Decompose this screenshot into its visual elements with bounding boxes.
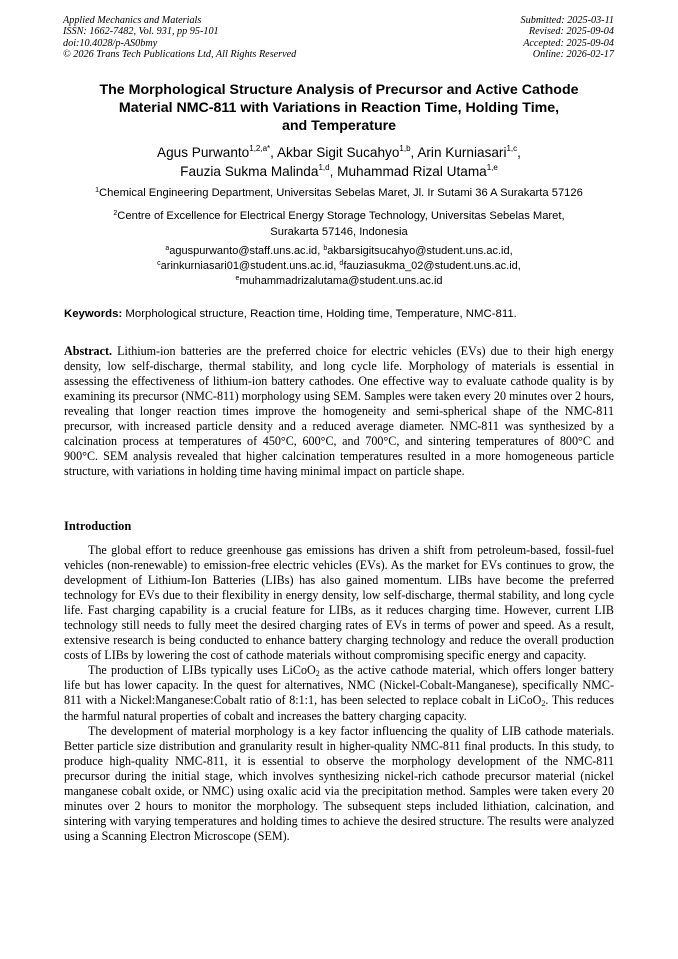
author-separator: , (410, 145, 418, 160)
intro-paragraph-1: The global effort to reduce greenhouse gas emissions has driven a shift from petroleum-based, fossil-fuel vehicles (non-renewable) to emission-free electric vehicles (EVs). As the market for EVs continues to grow, the development of Lithium-Ion Batteries (LIBs) has also gained momentum. LIBs have become the preferred technology for EVs due to their flexibility in energy density, low self-discharge, thermal stability, and long cycle life. Fast charging capability is a crucial feature for LIBs, as it reduces charging time. However, current LIB technology still needs to fully meet the desired charging rates of EVs in terms of power and speed. As a result, extensive research is being conducted to enhance battery charging technology and reduce the overall production costs of LIBs by lowering the cost of cathode materials without compromising specific energy and capacity. (64, 543, 614, 663)
affiliation-number: 2 (113, 210, 118, 217)
author-affiliation-mark: 1,c (506, 144, 518, 153)
email-address: akbarsigitsucahyo@student.uns.ac.id (327, 245, 510, 257)
keywords-text: Morphological structure, Reaction time, Holding time, Temperature, NMC-811. (122, 308, 517, 320)
intro-p2-text: as the active cathode material, which offers longer battery life but has lower capacity. In the quest for alternatives, NMC (Nickel-Cobalt-Manganese), specifically NMC-811 with a Nickel:Manganese:Cobalt ratio of 8:1:1, has been selected to replace cobalt in LiCoO (64, 663, 615, 708)
author-name: Muhammad Rizal Utama (337, 164, 487, 179)
accepted-date: Accepted: 2025-09-04 (523, 37, 614, 49)
author-name: Fauzia Sukma Malinda (180, 164, 319, 179)
journal-doi: doi:10.4028/p-AS0bmy (63, 37, 158, 49)
author-separator: , (270, 145, 277, 160)
email-address: muhammadrizalutama@student.uns.ac.id (239, 274, 443, 287)
author-list (40, 143, 638, 181)
journal-header-left (63, 15, 296, 61)
intro-p2-text: The production of LIBs typically uses LiCoO (88, 663, 316, 678)
email-separator: , (509, 245, 513, 257)
affiliation-2 (54, 209, 624, 240)
author-name: Arin Kurniasari (417, 145, 507, 160)
title-line: Material NMC-811 with Variations in Reaction Time, Holding Time, (118, 100, 560, 117)
affiliation-text: Centre of Excellence for Electrical Energy Storage Technology, Universitas Sebelas Maret, (117, 210, 565, 222)
email-address: aguspurwanto@staff.uns.ac.id (169, 245, 318, 257)
email-mark: b (323, 245, 328, 252)
affiliation-number: 1 (95, 187, 100, 194)
title-line: and Temperature (281, 118, 397, 135)
author-name: Agus Purwanto (157, 145, 250, 160)
email-separator: , (317, 245, 324, 257)
affiliation-1 (54, 186, 624, 202)
author-affiliation-mark: 1,e (486, 163, 498, 172)
author-affiliation-mark: 1,d (318, 163, 330, 172)
keywords (64, 307, 616, 322)
email-separator: , (333, 259, 340, 272)
email-mark: a (165, 245, 170, 252)
revised-date: Revised: 2025-09-04 (528, 26, 614, 38)
journal-header-right (521, 15, 614, 61)
email-mark: d (339, 259, 344, 267)
email-address: arinkurniasari01@student.uns.ac.id (160, 259, 334, 272)
online-date: Online: 2026-02-17 (532, 49, 614, 61)
intro-paragraph-2 (64, 663, 614, 723)
introduction-heading: Introduction (64, 519, 132, 533)
subscript: 2 (315, 669, 320, 679)
affiliation-text: Chemical Engineering Department, Universitas Sebelas Maret, Jl. Ir Sutami 36 A Surakarta 57126 (99, 187, 583, 199)
submitted-date: Submitted: 2025-03-11 (520, 15, 614, 26)
title-line: The Morphological Structure Analysis of Precursor and Active Cathode (99, 82, 579, 98)
author-emails (54, 244, 624, 288)
intro-paragraph-3: The development of material morphology is a key factor influencing the quality of LIB cathode materials. Better particle size distribution and granularity result in higher-quality NMC-811 final products. In this study, to produce high-quality NMC-811, it is essential to observe the morphology development of the NMC-811 precursor during the initial stage, which involves synthesizing nickel-rich cathode precursor material (nickel manganese cobalt oxide, or NMC) using oxalic acid via the precipitation method. Samples were taken every 20 minutes over 2 hours to monitor the morphology. The subsequent steps included lithiation, calcination, and sintering with varying temperatures and holding times to achieve the desired structure. The results were analyzed using a Scanning Electron Microscope (SEM). (64, 723, 614, 843)
keywords-label: Keywords: (64, 308, 123, 320)
email-mark: c (157, 259, 161, 267)
journal-issn: ISSN: 1662-7482, Vol. 931, pp 95-101 (63, 26, 219, 38)
abstract-text: Lithium-ion batteries are the preferred choice for electric vehicles (EVs) due to their high energy density, low self-discharge, thermal stability, and long cycle life. Morphology of materials is essential in assessing the effectiveness of lithium-ion battery cathodes. One effective way to evaluate cathode quality is by examining its precursor (NMC-811) morphology using SEM. Samples were taken every 20 minutes over 2 hours, revealing that longer reaction times improve the homogeneity and semi-spherical shape of the NMC-811 precursor, with increased particle density and a reduced average diameter. NMC-811 was synthesized by a calcination process at temperatures of 450°C, 600°C, and 700°C, and sintering temperatures of 800°C and 900°C. SEM analysis revealed that higher calcination temperatures resulted in a more homogeneous particle structure, with variations in holding time having minimal impact on particle shape. (64, 344, 614, 479)
abstract-paragraph (64, 344, 614, 479)
author-affiliation-mark: 1,2,a* (249, 144, 271, 153)
author-affiliation-mark: 1,b (399, 144, 411, 153)
journal-name: Applied Mechanics and Materials (63, 15, 202, 26)
introduction-body (64, 543, 614, 844)
author-separator: , (329, 164, 338, 179)
author-separator: , (517, 145, 521, 160)
email-address: fauziasukma_02@student.uns.ac.id (343, 259, 518, 272)
intro-p2-text: . This reduces the harmful natural properties of cobalt and increases the battery charging capacity. (64, 693, 614, 723)
email-separator: , (517, 259, 521, 272)
email-mark: e (235, 274, 240, 282)
paper-title (40, 81, 638, 136)
author-name: Akbar Sigit Sucahyo (276, 145, 400, 160)
journal-copyright: © 2026 Trans Tech Publications Ltd, All Rights Reserved (63, 49, 297, 61)
affiliation-text: Surakarta 57146, Indonesia (270, 225, 408, 238)
subscript: 2 (541, 699, 546, 709)
abstract-label: Abstract. (64, 344, 113, 358)
abstract (64, 344, 614, 479)
